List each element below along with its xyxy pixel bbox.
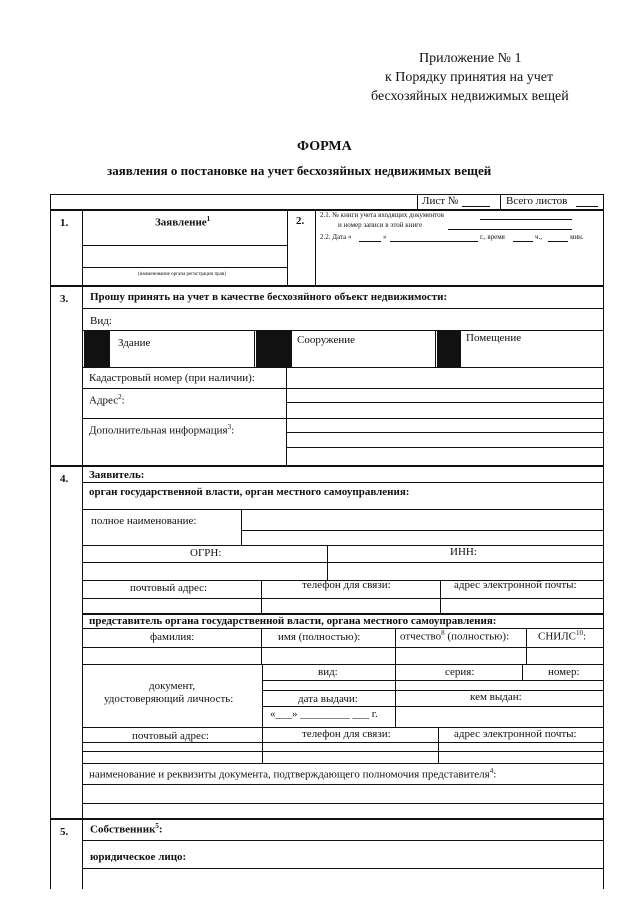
full-name-label: полное наименование: (91, 515, 197, 527)
phone-label: телефон для связи: (302, 579, 391, 591)
issued-by-label: кем выдан: (470, 691, 522, 703)
form-title: ФОРМА (297, 139, 352, 154)
appendix-line-2: к Порядку принятия на учет (385, 70, 554, 85)
cadastral-label: Кадастровый номер (при наличии): (89, 372, 255, 384)
patronymic-label: отчество$^8$ (полностью): (400, 629, 510, 643)
id-document-label-2: удостоверяющий личность: (104, 693, 234, 705)
rep-email-label: адрес электронной почты: (454, 728, 577, 740)
appendix-line-1: Приложение № 1 (419, 51, 522, 66)
authority-caption: (наименование органа регистрации прав) (138, 272, 226, 277)
section-4-number: 4. (60, 473, 69, 485)
option-building: Здание (118, 337, 151, 349)
option-structure: Сооружение (297, 334, 356, 346)
structure-checkbox[interactable] (256, 331, 292, 367)
owner-label: Собственник$^5$: (90, 822, 163, 836)
section-5-number: 5. (60, 826, 69, 838)
legal-entity-label: юридическое лицо: (90, 851, 187, 863)
doc-series-label: серия: (445, 666, 475, 678)
form-subtitle: заявления о постановке на учет бесхозяйных недвижимых вещей (107, 163, 492, 178)
total-sheets-label: Всего листов (506, 195, 568, 207)
snils-label: СНИЛС$^{10}$: (538, 629, 587, 643)
appendix-line-3: бесхозяйных недвижимых вещей (371, 89, 569, 104)
date-prefix: 2.2. Дата « (320, 233, 352, 241)
id-document-label-1: документ, (149, 680, 196, 692)
doc-number-label: номер: (548, 666, 580, 678)
option-premises: Помещение (466, 332, 522, 344)
email-label: адрес электронной почты: (454, 579, 577, 591)
authority-document-label: наименование и реквизиты документа, подтверждающего полномочия представителя$^4$: (89, 767, 497, 781)
section-2-number: 2. (296, 215, 305, 227)
sheet-label: Лист № (422, 195, 459, 207)
registry-record-line: и номер записи в этой книге (338, 221, 423, 229)
surname-label: фамилия: (150, 631, 195, 643)
postal-label: почтовый адрес: (130, 582, 208, 594)
section-1-number: 1. (60, 217, 69, 229)
premises-checkbox[interactable] (437, 331, 461, 367)
statement-title: Заявление$^1$ (155, 215, 211, 229)
section-3-heading: Прошу принять на учет в качестве бесхозяйного объект недвижимости: (90, 291, 448, 303)
issue-date-fill: «___» _________ ___ г. (270, 708, 378, 720)
frame-right (603, 194, 604, 889)
frame-left (50, 194, 51, 889)
address-label: Адрес$^2$: (89, 393, 125, 407)
rep-postal-label: почтовый адрес: (132, 730, 210, 742)
building-checkbox[interactable] (84, 331, 110, 367)
doc-kind-label: вид: (318, 666, 338, 678)
applicant-label: Заявитель: (89, 469, 145, 481)
rep-phone-label: телефон для связи: (302, 728, 391, 740)
section-3-number: 3. (60, 293, 69, 305)
inn-label: ИНН: (450, 546, 477, 558)
first-name-label: имя (полностью): (278, 631, 361, 643)
kind-label: Вид: (90, 315, 112, 327)
extra-info-label: Дополнительная информация$^3$: (89, 423, 235, 437)
issue-date-label: дата выдачи: (298, 693, 358, 705)
ogrn-label: ОГРН: (190, 547, 222, 559)
authority-heading: орган государственной власти, орган местного самоуправления: (89, 486, 410, 498)
registry-book-line: 2.1. № книги учета входящих документов (320, 211, 444, 219)
representative-heading: представитель органа государственной власти, органа местного самоуправления: (89, 615, 497, 627)
